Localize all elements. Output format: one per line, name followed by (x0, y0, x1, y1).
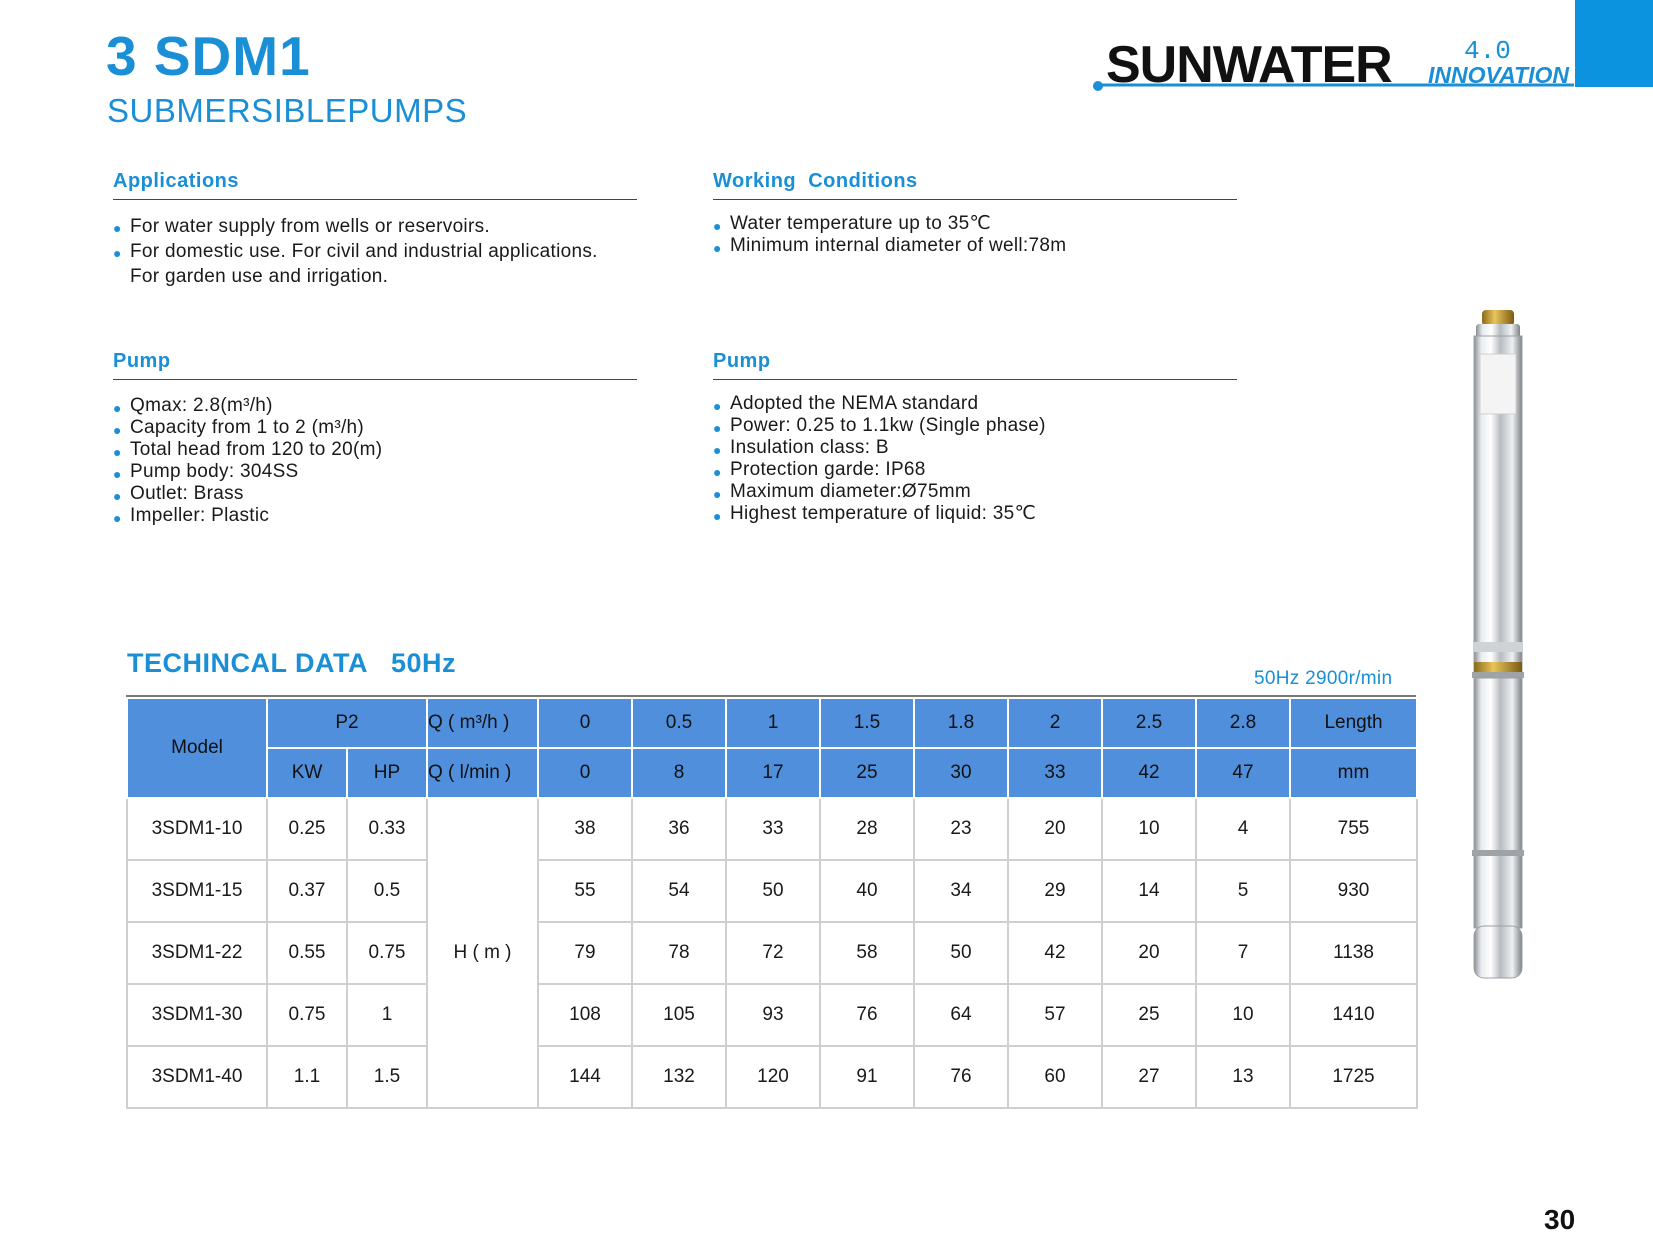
head-value-cell: 36 (632, 798, 726, 860)
q-lmin-cell: 42 (1102, 748, 1196, 798)
q-lmin-cell: 47 (1196, 748, 1290, 798)
head-value-cell: 144 (538, 1046, 632, 1108)
list-item: ● Capacity from 1 to 2 (m³/h) (113, 417, 633, 439)
q-m3h-cell: 2 (1008, 698, 1102, 748)
length-cell: 1138 (1290, 922, 1417, 984)
q-lmin-label: Q ( l/min ) (427, 748, 538, 798)
hp-cell: 1.5 (347, 1046, 427, 1108)
head-value-cell: 10 (1196, 984, 1290, 1046)
head-value-cell: 91 (820, 1046, 914, 1108)
list-item: ● Maximum diameter:Ø75mm (713, 481, 1273, 503)
model-cell: 3SDM1-10 (127, 798, 267, 860)
list-item: ● Power: 0.25 to 1.1kw (Single phase) (713, 415, 1273, 437)
header-row-flow-lmin (127, 748, 1417, 798)
corner-accent (1575, 0, 1653, 87)
q-m3h-cell: 2.5 (1102, 698, 1196, 748)
head-value-cell: 55 (538, 860, 632, 922)
pump-right-rule (713, 379, 1237, 380)
pump-right-list (713, 393, 1273, 525)
length-unit: mm (1290, 748, 1417, 798)
page-subtitle: SUBMERSIBLEPUMPS (107, 92, 468, 129)
kw-cell: 0.25 (267, 798, 347, 860)
working-conditions-rule (713, 199, 1237, 200)
head-value-cell: 14 (1102, 860, 1196, 922)
kw-header: KW (267, 748, 347, 798)
kw-cell: 0.37 (267, 860, 347, 922)
head-value-cell: 57 (1008, 984, 1102, 1046)
pump-heading-left: Pump (113, 350, 171, 372)
frequency-speed-note: 50Hz 2900r/min (1254, 668, 1393, 689)
p2-header: P2 (267, 698, 427, 748)
head-value-cell: 20 (1008, 798, 1102, 860)
head-value-cell: 76 (914, 1046, 1008, 1108)
q-lmin-cell: 25 (820, 748, 914, 798)
list-item: ● Water temperature up to 35℃ (713, 213, 1273, 235)
table-row (127, 984, 1417, 1046)
list-item: ● For water supply from wells or reservoirs. (113, 214, 653, 239)
head-value-cell: 27 (1102, 1046, 1196, 1108)
q-m3h-cell: 2.8 (1196, 698, 1290, 748)
brand-tagline: INNOVATION (1428, 62, 1569, 88)
q-m3h-cell: 0 (538, 698, 632, 748)
head-label-cell: H ( m ) (427, 798, 538, 1108)
list-item: ● Minimum internal diameter of well:78m (713, 235, 1273, 257)
model-cell: 3SDM1-30 (127, 984, 267, 1046)
hp-cell: 0.75 (347, 922, 427, 984)
head-value-cell: 93 (726, 984, 820, 1046)
brand-version: 4.0 (1464, 36, 1511, 66)
head-value-cell: 40 (820, 860, 914, 922)
list-item: ● Outlet: Brass (113, 483, 633, 505)
head-value-cell: 76 (820, 984, 914, 1046)
hp-cell: 1 (347, 984, 427, 1046)
head-value-cell: 38 (538, 798, 632, 860)
head-value-cell: 78 (632, 922, 726, 984)
list-item: ● Protection garde: IP68 (713, 459, 1273, 481)
head-value-cell: 20 (1102, 922, 1196, 984)
head-value-cell: 54 (632, 860, 726, 922)
pump-heading-right: Pump (713, 350, 771, 372)
q-lmin-cell: 33 (1008, 748, 1102, 798)
q-m3h-label: Q ( m³/h ) (427, 698, 538, 748)
head-value-cell: 60 (1008, 1046, 1102, 1108)
list-item: ● Adopted the NEMA standard (713, 393, 1273, 415)
pump-left-list (113, 395, 633, 527)
model-cell: 3SDM1-22 (127, 922, 267, 984)
working-conditions-list (713, 213, 1273, 257)
applications-list (113, 214, 653, 289)
pump-left-rule (113, 379, 637, 380)
head-value-cell: 42 (1008, 922, 1102, 984)
hp-cell: 0.5 (347, 860, 427, 922)
model-header: Model (127, 698, 267, 798)
technical-data-table (126, 697, 1418, 1109)
head-value-cell: 28 (820, 798, 914, 860)
list-item: For garden use and irrigation. (130, 266, 389, 287)
list-item: ● Highest temperature of liquid: 35℃ (713, 503, 1273, 525)
table-row (127, 860, 1417, 922)
page-title: 3 SDM1 (106, 25, 311, 87)
head-value-cell: 29 (1008, 860, 1102, 922)
list-item: ● For domestic use. For civil and industrial applications. (113, 239, 653, 264)
head-value-cell: 120 (726, 1046, 820, 1108)
list-item: ● Total head from 120 to 20(m) (113, 439, 633, 461)
head-value-cell: 64 (914, 984, 1008, 1046)
q-m3h-cell: 0.5 (632, 698, 726, 748)
head-value-cell: 79 (538, 922, 632, 984)
length-cell: 930 (1290, 860, 1417, 922)
q-m3h-cell: 1 (726, 698, 820, 748)
head-value-cell: 50 (914, 922, 1008, 984)
table-row (127, 1046, 1417, 1108)
list-item: ● Impeller: Plastic (113, 505, 633, 527)
list-item: ● Qmax: 2.8(m³/h) (113, 395, 633, 417)
table-row (127, 922, 1417, 984)
kw-cell: 0.55 (267, 922, 347, 984)
header-row-flow-m3h (127, 698, 1417, 748)
head-value-cell: 4 (1196, 798, 1290, 860)
model-cell: 3SDM1-15 (127, 860, 267, 922)
table-row (127, 798, 1417, 860)
q-m3h-cell: 1.5 (820, 698, 914, 748)
kw-cell: 0.75 (267, 984, 347, 1046)
head-value-cell: 25 (1102, 984, 1196, 1046)
working-conditions-heading: Working Conditions (713, 170, 918, 192)
brand-name: SUNWATER (1106, 36, 1392, 94)
applications-heading: Applications (113, 170, 240, 192)
length-header: Length (1290, 698, 1417, 748)
q-lmin-cell: 0 (538, 748, 632, 798)
hp-cell: 0.33 (347, 798, 427, 860)
length-cell: 1725 (1290, 1046, 1417, 1108)
q-lmin-cell: 8 (632, 748, 726, 798)
q-lmin-cell: 30 (914, 748, 1008, 798)
head-value-cell: 72 (726, 922, 820, 984)
brand-logo (1092, 28, 1577, 98)
technical-data-title: TECHINCAL DATA 50Hz (127, 648, 457, 678)
pump-product-image (1468, 310, 1528, 990)
head-value-cell: 10 (1102, 798, 1196, 860)
q-lmin-cell: 17 (726, 748, 820, 798)
hp-header: HP (347, 748, 427, 798)
head-value-cell: 50 (726, 860, 820, 922)
page-number: 30 (1544, 1204, 1576, 1235)
list-item: ● Pump body: 304SS (113, 461, 633, 483)
length-cell: 755 (1290, 798, 1417, 860)
applications-rule (113, 199, 637, 200)
head-value-cell: 105 (632, 984, 726, 1046)
list-item: ● Insulation class: B (713, 437, 1273, 459)
head-value-cell: 7 (1196, 922, 1290, 984)
model-cell: 3SDM1-40 (127, 1046, 267, 1108)
head-value-cell: 5 (1196, 860, 1290, 922)
head-value-cell: 13 (1196, 1046, 1290, 1108)
length-cell: 1410 (1290, 984, 1417, 1046)
head-value-cell: 34 (914, 860, 1008, 922)
head-value-cell: 108 (538, 984, 632, 1046)
head-value-cell: 33 (726, 798, 820, 860)
q-m3h-cell: 1.8 (914, 698, 1008, 748)
head-value-cell: 132 (632, 1046, 726, 1108)
head-value-cell: 58 (820, 922, 914, 984)
head-value-cell: 23 (914, 798, 1008, 860)
kw-cell: 1.1 (267, 1046, 347, 1108)
